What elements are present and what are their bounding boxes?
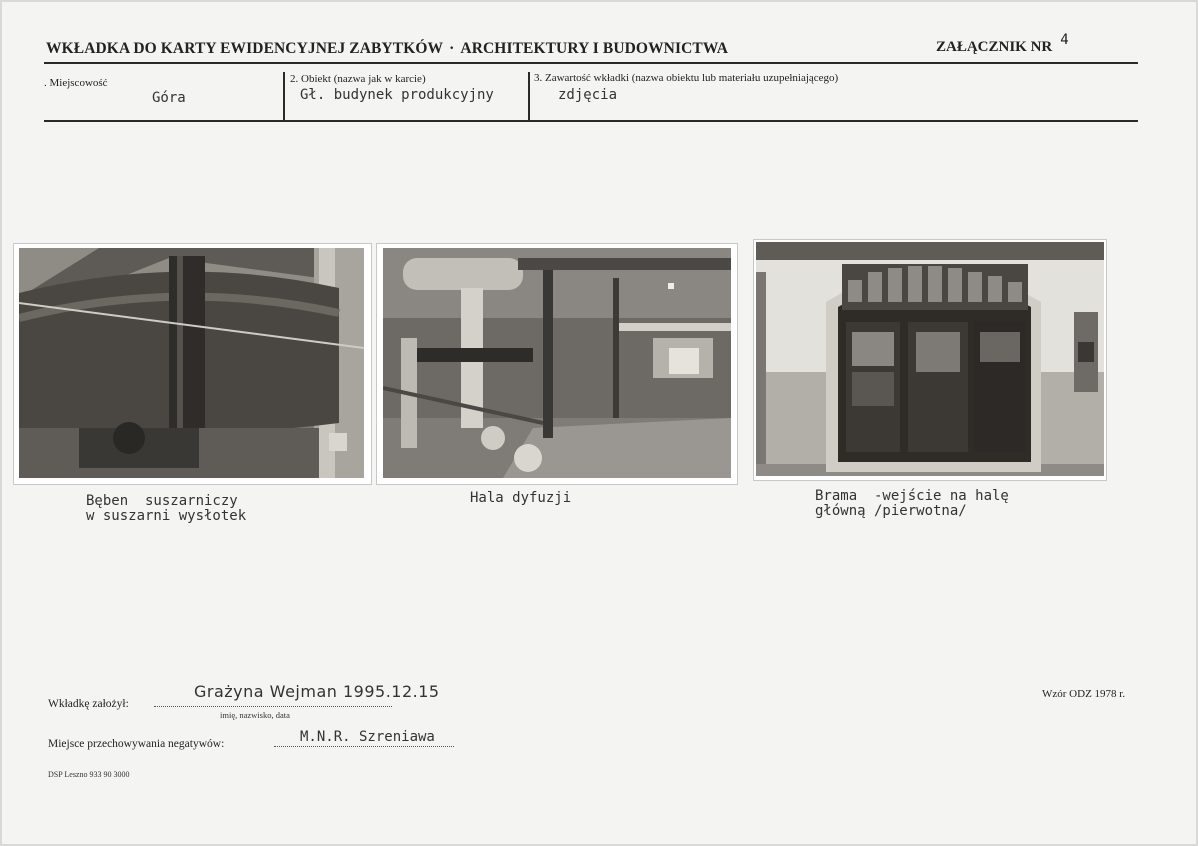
negatives-value: M.N.R. Szreniawa	[300, 729, 435, 745]
created-by-value: Grażyna Wejman 1995.12.15	[194, 682, 440, 701]
field-divider-1	[283, 72, 285, 120]
object-value: Gł. budynek produkcyjny	[300, 87, 494, 103]
annex-number: 4	[1060, 32, 1069, 48]
negatives-line	[274, 746, 454, 747]
caption-photo-2-line1: Hala dyfuzji	[470, 490, 572, 506]
form-title: WKŁADKA DO KARTY EWIDENCYJNEJ ZABYTKÓW · ARCHITEKTURY I BUDOWNICTWA	[46, 40, 729, 57]
created-by-label: Wkładkę założył:	[48, 698, 129, 710]
caption-photo-1-line1: Bęben suszarniczy	[86, 493, 238, 509]
photo-main-gate	[753, 239, 1107, 481]
locality-value: Góra	[152, 90, 186, 106]
caption-photo-2	[470, 491, 571, 506]
field-divider-2	[528, 72, 530, 120]
created-by-line	[154, 706, 392, 707]
negatives-label: Miejsce przechowywania negatywów:	[48, 738, 225, 750]
annex-label: ZAŁĄCZNIK NR	[936, 39, 1053, 55]
object-label: 2. Obiekt (nazwa jak w karcie)	[290, 73, 426, 85]
form-title-left: WKŁADKA DO KARTY EWIDENCYJNEJ ZABYTKÓW	[46, 40, 444, 57]
caption-photo-3-line1: Brama -wejście na halę	[815, 488, 1009, 504]
created-by-hint: imię, nazwisko, data	[220, 710, 290, 720]
photo-drum-dryer	[13, 243, 372, 485]
form-sheet	[2, 2, 1196, 844]
locality-label: . Miejscowość	[44, 77, 108, 89]
photo-diffusion-hall	[376, 243, 738, 485]
annex-heading	[936, 32, 1069, 56]
caption-photo-1	[86, 494, 246, 524]
fields-bottom-rule	[44, 120, 1138, 122]
content-label: 3. Zawartość wkładki (nazwa obiektu lub materiału uzupełniającego)	[534, 72, 839, 84]
caption-photo-3	[815, 489, 1009, 519]
caption-photo-1-line2: w suszarni wysłotek	[86, 508, 247, 524]
caption-photo-3-line2: główną /pierwotna/	[815, 503, 967, 519]
header-rule	[44, 62, 1138, 64]
template-label: Wzór ODZ 1978 r.	[1042, 688, 1126, 700]
printer-imprint: DSP Leszno 933 90 3000	[48, 770, 130, 779]
content-value: zdjęcia	[558, 87, 618, 103]
form-title-right: ARCHITEKTURY I BUDOWNICTWA	[460, 40, 729, 57]
